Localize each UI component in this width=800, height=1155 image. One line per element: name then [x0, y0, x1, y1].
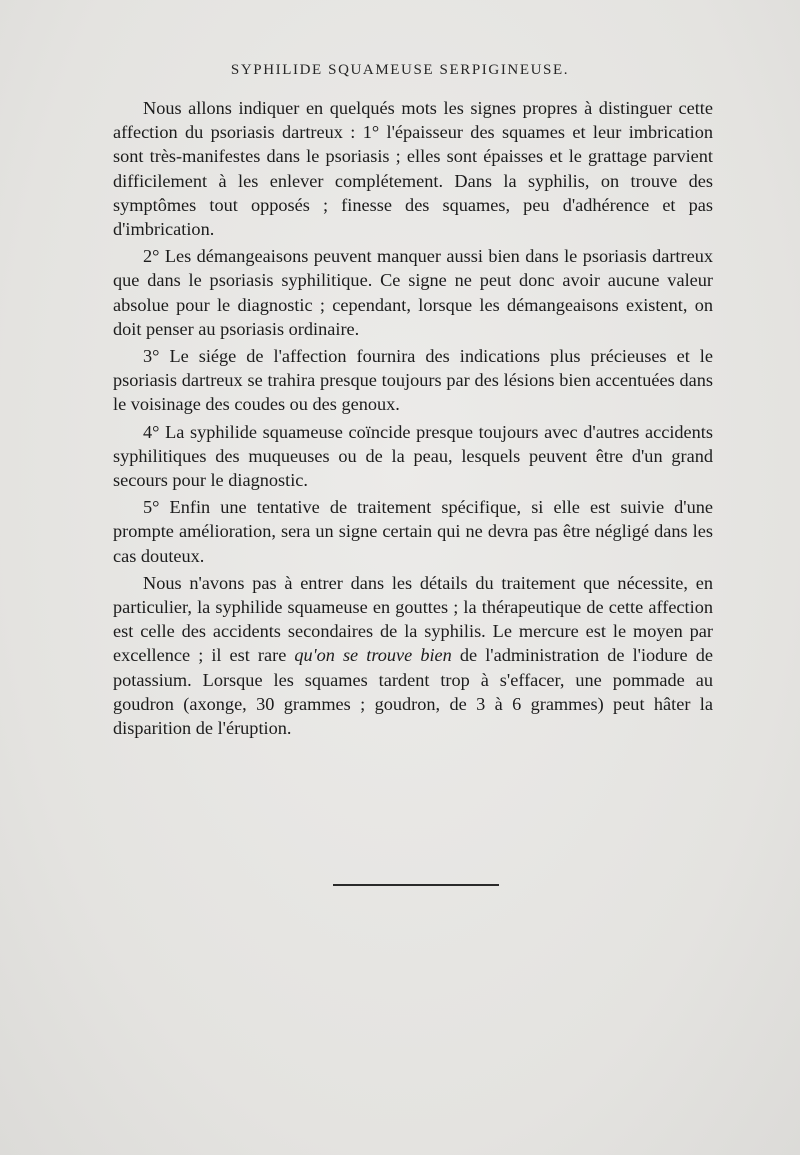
- paragraph-distinction-intro: [113, 96, 713, 241]
- running-head: SYPHILIDE SQUAMEUSE SERPIGINEUSE.: [230, 62, 570, 78]
- paragraph-text-continued: de l'administration de l'iodure de potassium. Lorsque les squames tardent trop à s'effacer, une pommade au goudron (axonge, 30 grammes ; goudron, de 3 à 6 grammes) peut hâter la disparition de l'éruption.: [113, 645, 713, 739]
- paragraph-point-3-location: [113, 344, 713, 417]
- italic-phrase: qu'on se trouve bien: [294, 645, 452, 666]
- paragraph-text: 2° Les démangeaisons peuvent manquer aussi bien dans le psoriasis dartreux que dans le psoriasis syphilitique. Ce signe ne peut donc avoir aucune valeur absolue pour le diagnostic ; cependant, lorsque les démangeaisons existent, on doit penser au psoriasis ordinaire.: [113, 246, 713, 339]
- paragraph-point-4-coincidence: [113, 420, 713, 493]
- paragraph-text: 4° La syphilide squameuse coïncide presque toujours avec d'autres accidents syphilitiques des muqueuses ou de la peau, lesquels peuvent être d'un grand secours pour le diagnostic.: [113, 421, 713, 491]
- paragraph-text: Nous allons indiquer en quelqués mots les signes propres à distinguer cette affection du psoriasis dartreux : 1° l'épaisseur des squames et leur imbrication sont très-manifestes dans le psoriasis ; elles sont épaisses et le grattage parvient difficilement à les enlever complétement. Dans la syphilis, on trouve des symptômes tout opposés ; finesse des squames, peu d'adhérence et pas d'imbrication.: [113, 98, 713, 240]
- paragraph-text: Nous n'avons pas à entrer dans les détails du traitement que nécessite, en particulier, la syphilide squameuse en gouttes ; la thérapeutique de cette affection est celle des accidents secondaires de la syphilis. Le mercure est le moyen par excellence ; il est rare: [113, 572, 713, 666]
- paragraph-text: 3° Le siége de l'affection fournira des indications plus précieuses et le psoriasis dartreux se trahira presque toujours par des lésions bien accentuées dans le voisinage des coudes ou des genoux.: [113, 346, 713, 415]
- paragraph-point-2-itching: [113, 244, 713, 341]
- paragraph-point-5-treatment-test: [113, 495, 713, 568]
- body-text: [113, 96, 713, 743]
- paragraph-text: 5° Enfin une tentative de traitement spécifique, si elle est suivie d'une prompte amélioration, sera un signe certain qui ne devra pas être négligé dans les cas douteux.: [113, 497, 713, 566]
- end-of-section-rule: [333, 884, 499, 886]
- paragraph-treatment: [113, 571, 713, 740]
